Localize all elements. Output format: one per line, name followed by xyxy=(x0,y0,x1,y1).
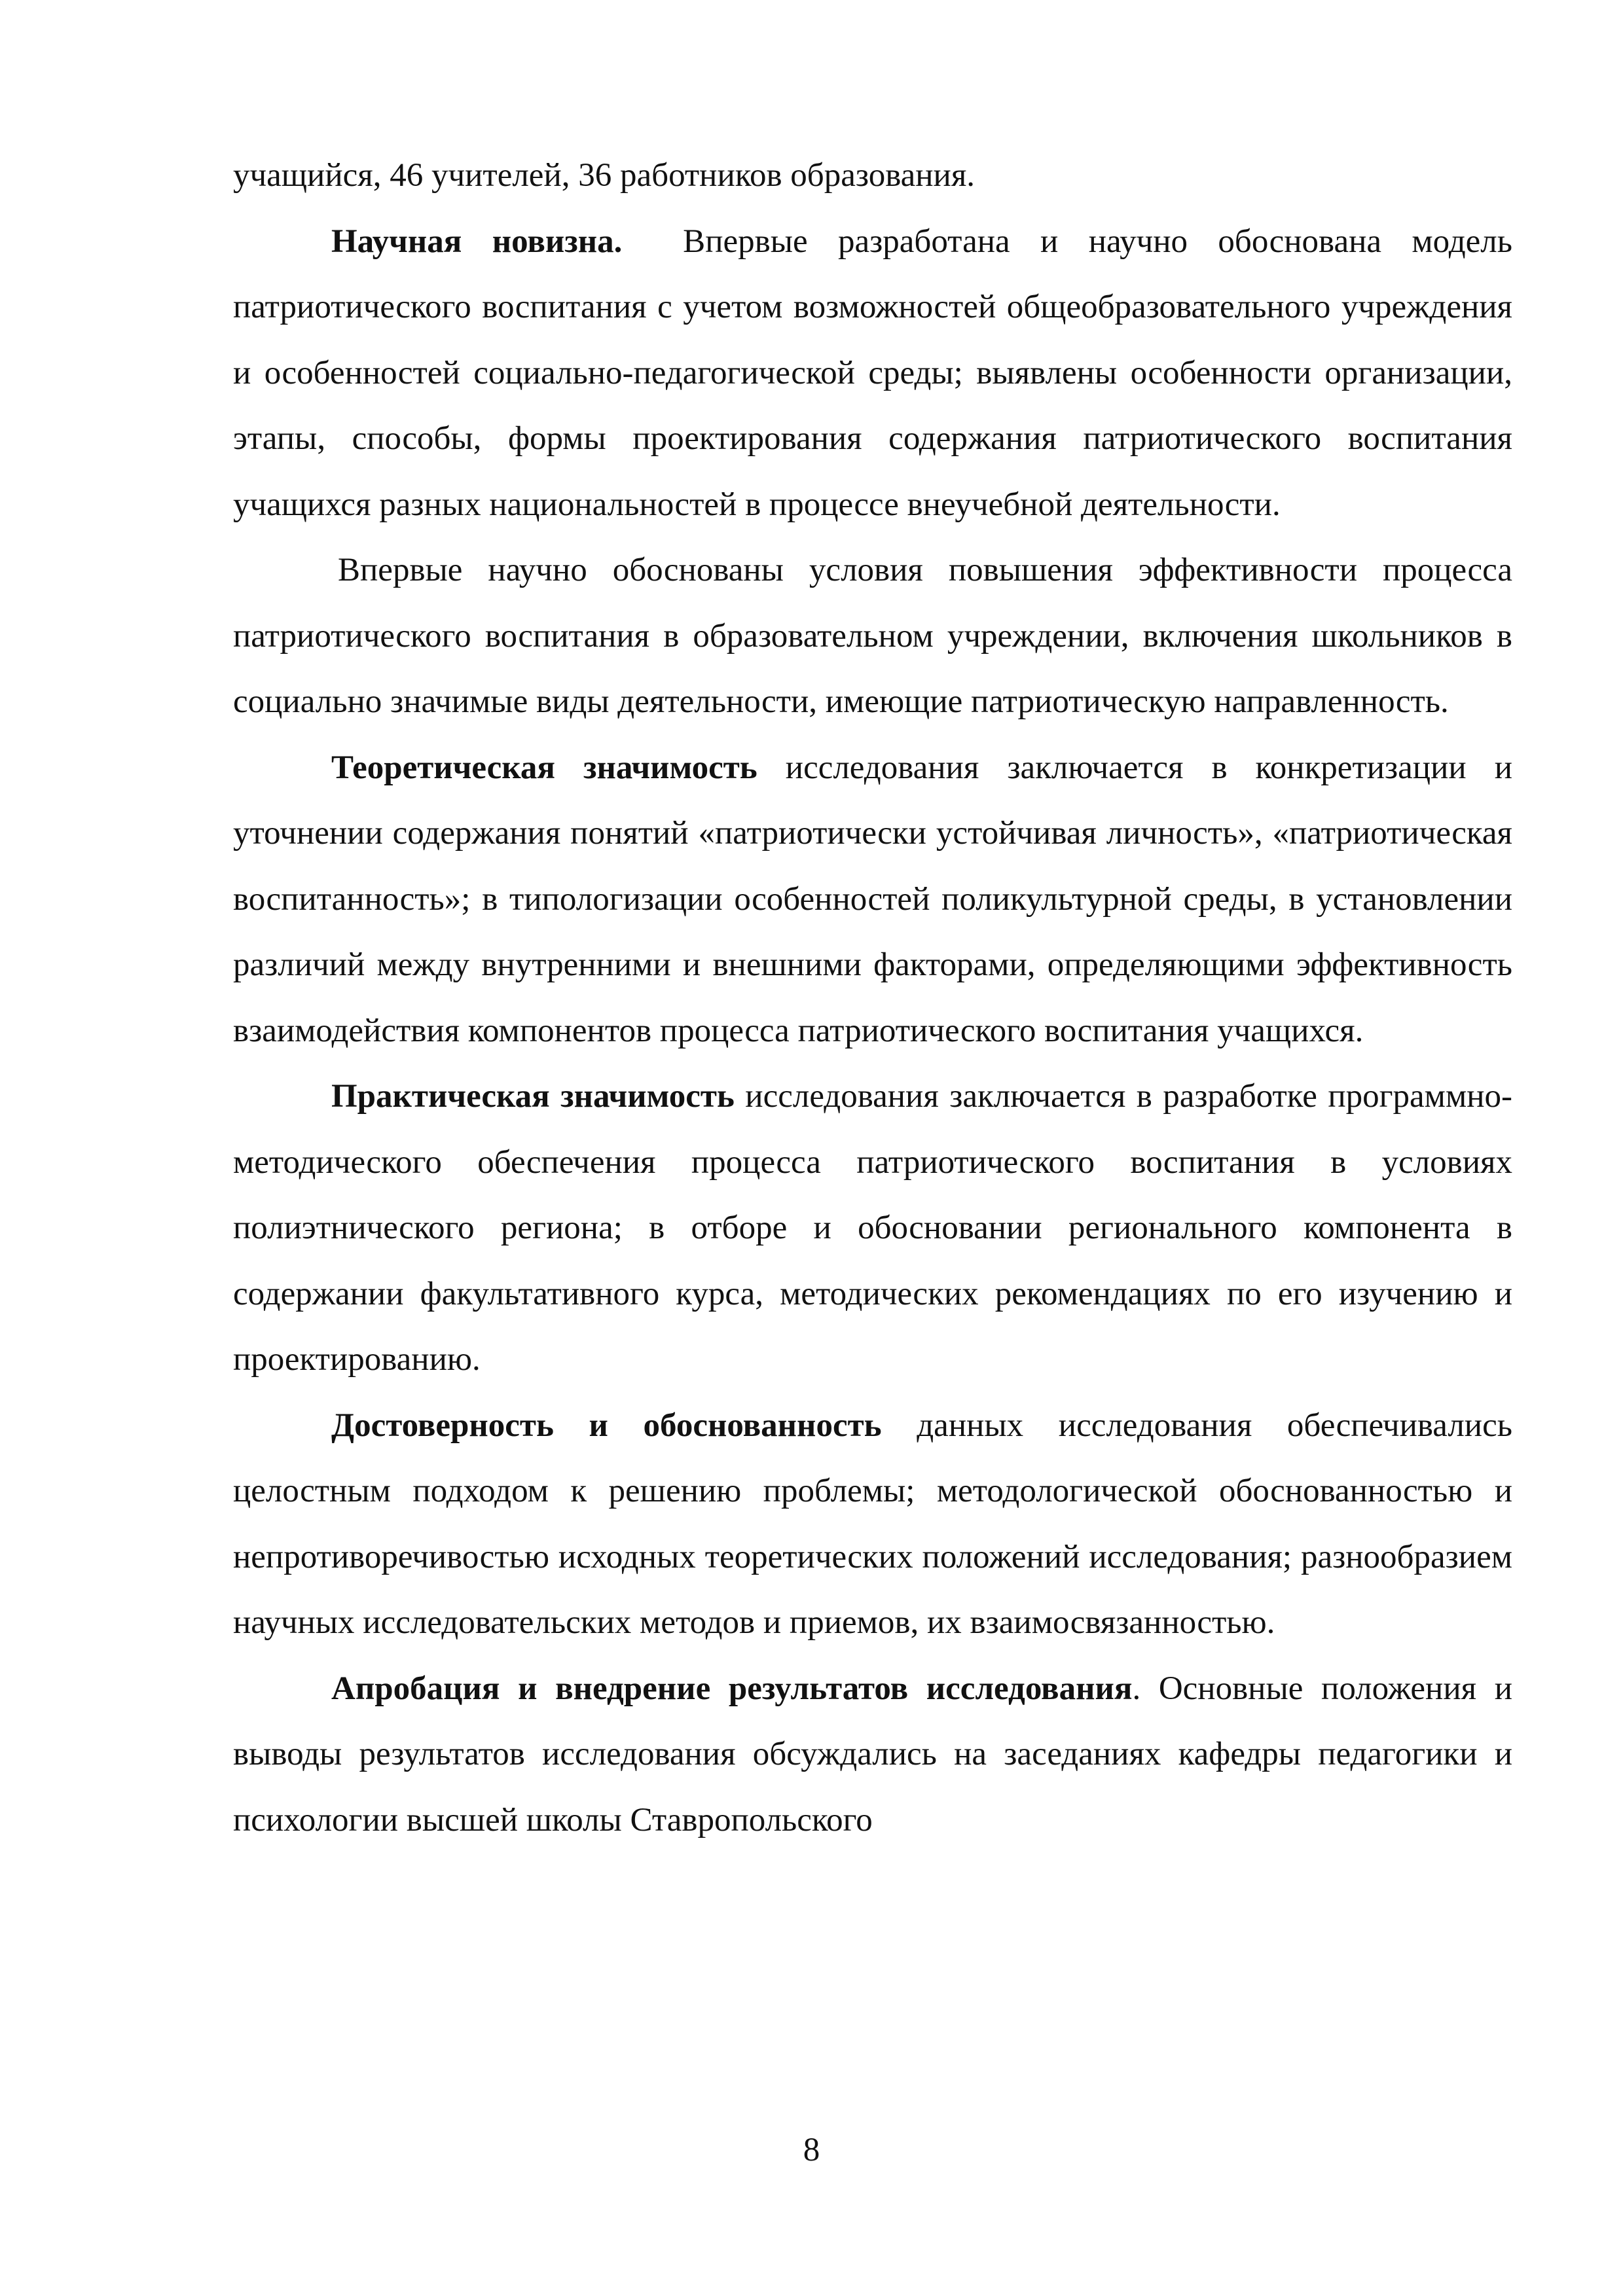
paragraph-practical-significance xyxy=(233,1064,1512,1393)
body-text xyxy=(233,143,1512,1853)
paragraph-text: исследования заключается в разработке программно-методического обеспечения процесса патриотического воспитания в условиях полиэтнического региона; в отборе и обосновании регионального компонента в содержании факультативного курса, методических рекомендациях по его изучению и проектированию. xyxy=(233,1078,1512,1378)
heading-separator xyxy=(882,1407,917,1444)
paragraph-novelty-conditions xyxy=(233,537,1512,735)
heading-separator xyxy=(622,223,683,260)
paragraph-text: данных исследования обеспечивались целостным подходом к решению проблемы; методологической обоснованностью и непротиворечивостью исходных теоретических положений исследования; разнообразием научных исследовательских методов и приемов, их взаимосвязанностью. xyxy=(233,1407,1512,1641)
page-number: 8 xyxy=(803,2132,820,2168)
paragraph-text: Впервые научно обоснованы условия повышения эффективности процесса патриотического воспитания в образовательном учреждении, включения школьников в социально значимые виды деятельности, имеющие патриотическую направленность. xyxy=(233,552,1512,720)
paragraph-heading: Научная новизна. xyxy=(331,223,623,260)
paragraph-text: учащийся, 46 учителей, 36 работников образования. xyxy=(233,157,976,194)
paragraph-theoretical-significance xyxy=(233,735,1512,1064)
paragraph-heading: Достоверность и обоснованность xyxy=(331,1407,882,1444)
paragraph-reliability xyxy=(233,1393,1512,1656)
paragraph-text: Впервые разработана и научно обоснована модель патриотического воспитания с учетом возможностей общеобразовательного учреждения и особенностей социально-педагогической среды; выявлены особенности организации, этапы, способы, формы проектирования содержания патриотического воспитания учащихся разных национальностей в процессе внеучебной деятельности. xyxy=(233,223,1512,523)
paragraph-text: исследования заключается в конкретизации и уточнении содержания понятий «патриотически устойчивая личность», «патриотическая воспитанность»; в типологизации особенностей поликультурной среды, в установлении различий между внутренними и внешними факторами, определяющими эффективность взаимодействия компонентов процесса патриотического воспитания учащихся. xyxy=(233,749,1513,1049)
paragraph-heading: Теоретическая значимость xyxy=(331,749,757,786)
paragraph-heading: Апробация и внедрение результатов исследования xyxy=(331,1670,1133,1707)
paragraph-continuation xyxy=(233,143,1512,209)
heading-separator: . xyxy=(1132,1670,1159,1707)
heading-separator xyxy=(735,1078,745,1115)
paragraph-scientific-novelty xyxy=(233,209,1512,538)
heading-separator xyxy=(757,749,786,786)
paragraph-heading: Практическая значимость xyxy=(331,1078,735,1115)
paragraph-text: Основные положения и выводы результатов исследования обсуждались на заседаниях кафедры педагогики и психологии высшей школы Ставропольского xyxy=(233,1670,1512,1839)
paragraph-approbation xyxy=(233,1656,1512,1854)
